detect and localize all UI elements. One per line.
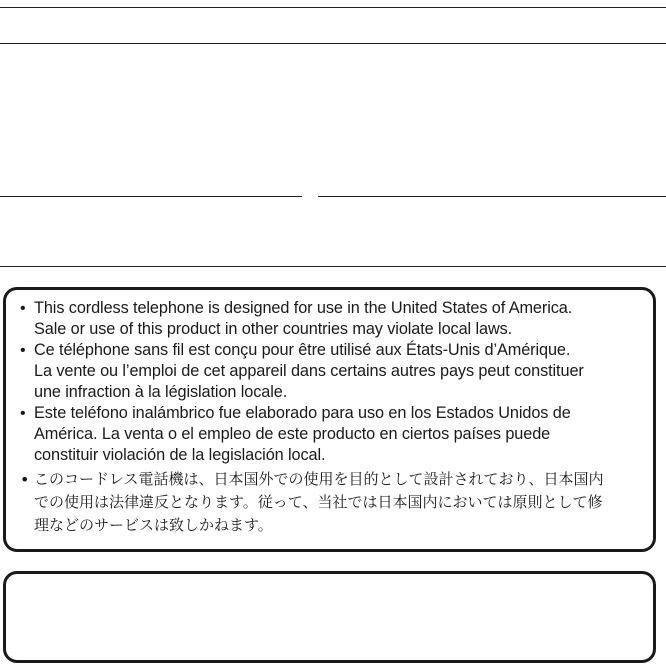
usage-notice-box [3, 287, 656, 552]
left-signature-rule [0, 196, 302, 197]
notice-text-english: This cordless telephone is designed for use in the United States of America. Sale or use of this product in other countries may violate local laws. [34, 299, 573, 338]
notice-item-french [20, 340, 645, 403]
top-rule [0, 7, 666, 8]
bullet-icon: • [20, 342, 26, 359]
notice-text-japanese: このコードレス電話機は、日本国外での使用を目的として設計されており、日本国内 での使用は法律違反となります。従って、当社では日本国内においては原則として修 理などのサービスは致しかねます。 [34, 470, 604, 534]
bullet-icon: • [20, 470, 30, 489]
empty-bordered-box [3, 571, 656, 663]
notice-list [20, 298, 645, 537]
section-rule [0, 266, 666, 267]
notice-text-spanish: Este teléfono inalámbrico fue elaborado para uso en los Estados Unidos de América. La venta o el empleo de este producto en ciertos países puede constituir violación de la legislación local. [34, 404, 571, 464]
bullet-icon: • [20, 405, 26, 422]
notice-item-japanese [20, 468, 645, 537]
notice-item-english [20, 298, 645, 340]
right-signature-rule [318, 196, 666, 197]
notice-text-french: Ce téléphone sans fil est conçu pour être utilisé aux États-Unis d’Amérique. La vente ou l’emploi de cet appareil dans certains autres pays peut constituer une infraction à la législation locale. [34, 341, 584, 401]
header-rule [0, 43, 666, 44]
notice-item-spanish [20, 403, 645, 466]
bullet-icon: • [20, 300, 26, 317]
